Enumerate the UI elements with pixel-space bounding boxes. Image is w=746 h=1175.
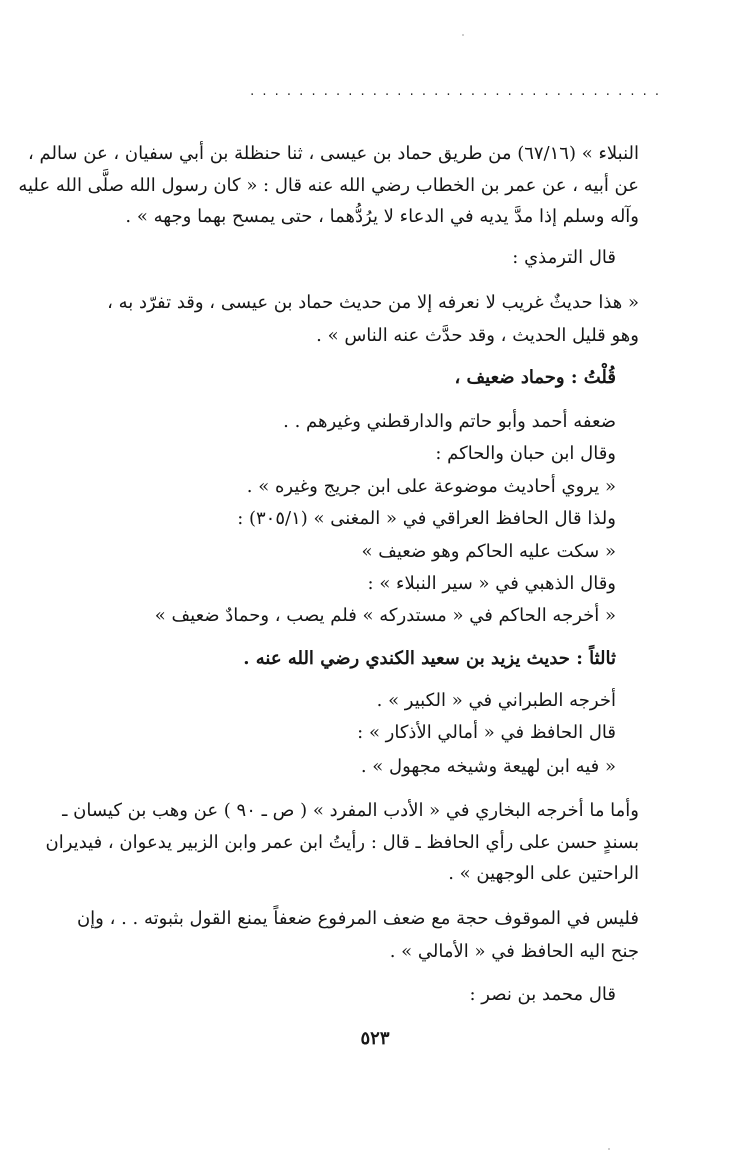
page-number: ٥٢٣ [360,1028,390,1049]
text-line: « هذا حديثٌ غريب لا نعرفه إلا من حديث حماد بن عيسى ، وقد تفرّد به ، [107,292,639,313]
text-line: قال الحافظ في « أمالي الأذكار » : [357,722,616,743]
text-line: « فيه ابن لهيعة وشيخه مجهول » . [360,756,616,777]
header-leader-dots: . . . . . . . . . . . . . . . . . . . . . . . . . . . . . . . . . . [250,86,661,98]
text-line: وأما ما أخرجه البخاري في « الأدب المفرد » ( ص ـ ٩٠ ) عن وهب بن كيسان ـ [62,800,639,821]
scan-speck [462,34,464,36]
text-line: ضعفه أحمد وأبو حاتم والدارقطني وغيرهم . . [283,411,616,432]
text-line: وهو قليل الحديث ، وقد حدَّث عنه الناس » . [316,325,639,346]
text-line: جنح اليه الحافظ في « الأمالي » . [389,941,639,962]
text-line: بسندٍ حسن على رأي الحافظ ـ قال : رأيتُ ابن عمر وابن الزبير يدعوان ، فيديران [45,832,639,853]
text-line: « أخرجه الحاكم في « مستدركه » فلم يصب ، وحمادٌ ضعيف » [154,605,616,626]
text-line: وقال ابن حبان والحاكم : [435,443,616,464]
text-line: قال الترمذي : [512,247,616,268]
scan-speck [608,1148,610,1150]
text-line: قال محمد بن نصر : [469,984,616,1005]
text-line: النبلاء » (٦٧/١٦) من طريق حماد بن عيسى ، ثنا حنظلة بن أبي سفيان ، عن سالم ، [27,143,639,164]
text-line: وآله وسلم إذا مدَّ يديه في الدعاء لا يرُدُّهما ، حتى يمسح بهما وجهه » . [125,206,639,227]
text-line: الراحتين على الوجهين » . [448,863,639,884]
section-heading: قُلْتُ : وحماد ضعيف ، [454,367,616,388]
text-line: « يروي أحاديث موضوعة على ابن جريج وغيره » . [246,476,616,497]
text-line: « سكت عليه الحاكم وهو ضعيف » [361,541,616,562]
section-heading: ثالثاً : حديث يزيد بن سعيد الكندي رضي الله عنه . [243,648,616,669]
text-line: فليس في الموقوف حجة مع ضعف المرفوع ضعفاً يمنع القول بثبوته . . ، وإن [76,908,639,929]
text-line: وقال الذهبي في « سير النبلاء » : [367,573,616,594]
text-line: ولذا قال الحافظ العراقي في « المغنى » (٣٠٥/١) : [237,508,616,529]
text-line: أخرجه الطبراني في « الكبير » . [376,690,616,711]
text-line: عن أبيه ، عن عمر بن الخطاب رضي الله عنه قال : « كان رسول الله صلَّى الله عليه [18,175,639,196]
